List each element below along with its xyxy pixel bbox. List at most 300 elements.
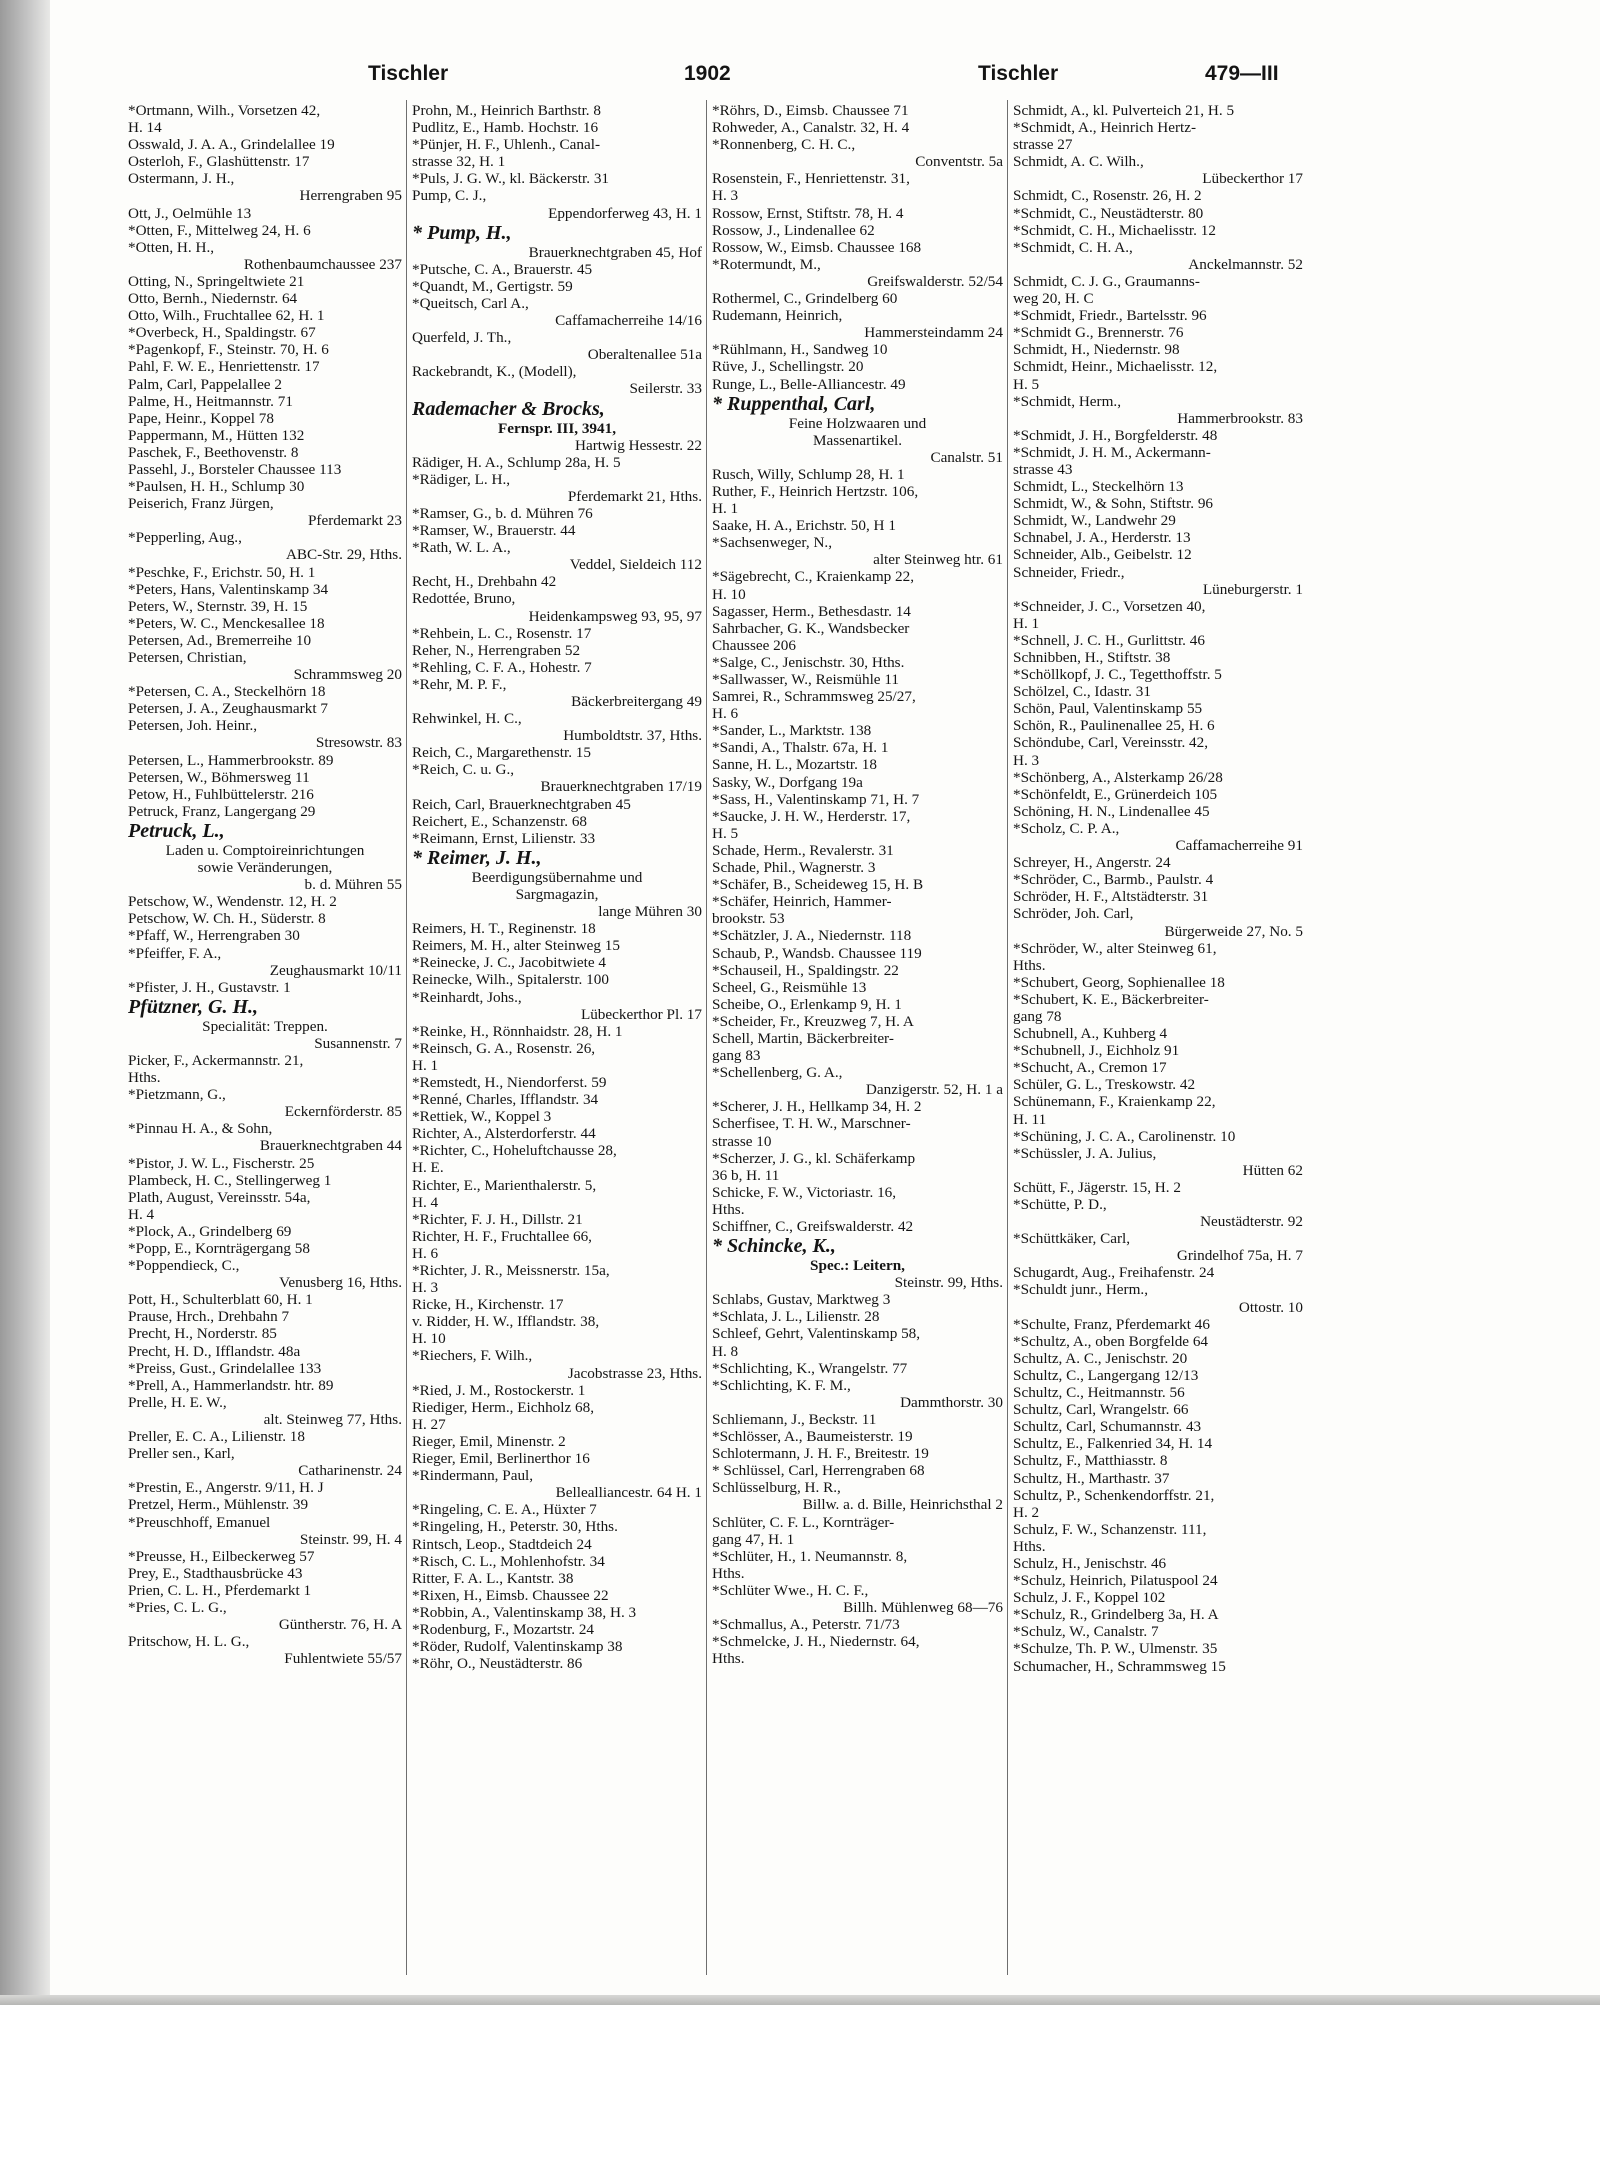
directory-line: Catharinenstr. 24 bbox=[298, 1462, 402, 1480]
directory-line: Reich, C., Margarethenstr. 15 bbox=[412, 744, 591, 762]
directory-line: Richter, E., Marienthalerstr. 5, bbox=[412, 1176, 597, 1194]
directory-column-4 bbox=[1013, 102, 1303, 1972]
directory-line: *Schlüter, H., 1. Neumannstr. 8, bbox=[712, 1547, 908, 1565]
directory-line: *Schlüter Wwe., H. C. F., bbox=[712, 1581, 869, 1599]
directory-line: H. 10 bbox=[412, 1330, 446, 1348]
directory-line: *Ried, J. M., Rostockerstr. 1 bbox=[412, 1381, 586, 1399]
directory-line: Rehwinkel, H. C., bbox=[412, 710, 522, 728]
directory-line: Danzigerstr. 52, H. 1 a bbox=[865, 1081, 1003, 1099]
directory-line: Fernspr. III, 3941, bbox=[498, 419, 616, 437]
directory-line: Petersen, Joh. Heinr., bbox=[128, 717, 258, 735]
directory-line: *Rehr, M. P. F., bbox=[412, 675, 507, 693]
directory-line: *Risch, C. L., Mohlenhofstr. 34 bbox=[412, 1552, 605, 1570]
directory-line: Rossow, W., Eimsb. Chaussee 168 bbox=[712, 238, 922, 256]
directory-line: *Schäfer, Heinrich, Hammer- bbox=[712, 893, 892, 911]
directory-line: *Schüssler, J. A. Julius, bbox=[1013, 1144, 1157, 1162]
directory-line: Reimers, M. H., alter Steinweg 15 bbox=[412, 937, 620, 955]
directory-line: Humboldtstr. 37, Hths. bbox=[563, 727, 702, 745]
directory-line: *Sallwasser, W., Reismühle 11 bbox=[712, 671, 899, 688]
directory-line: Schultz, H., Marthastr. 37 bbox=[1013, 1469, 1170, 1487]
directory-line: *Rath, W. L. A., bbox=[412, 539, 511, 557]
directory-line: Schultz, P., Schenkendorffstr. 21, bbox=[1013, 1486, 1215, 1504]
directory-line: H. 1 bbox=[1013, 614, 1040, 632]
directory-line: Greifswalderstr. 52/54 bbox=[867, 272, 1003, 290]
directory-line: * Schlüssel, Carl, Herrengraben 68 bbox=[712, 1462, 925, 1480]
directory-line: *Puls, J. G. W., kl. Bäckerstr. 31 bbox=[412, 170, 610, 188]
directory-line: Pahl, F. W. E., Henriettenstr. 17 bbox=[128, 358, 320, 376]
firm-heading: Rademacher & Brocks, bbox=[412, 397, 605, 420]
directory-line: Preller sen., Karl, bbox=[128, 1445, 235, 1463]
directory-line: Rüve, J., Schellingstr. 20 bbox=[712, 358, 864, 376]
directory-line: Schultz, F., Matthiasstr. 8 bbox=[1013, 1452, 1168, 1470]
directory-line: Riediger, Herm., Eichholz 68, bbox=[412, 1398, 595, 1416]
directory-line: Osterloh, F., Glashüttenstr. 17 bbox=[128, 153, 310, 171]
directory-line: *Rehbein, L. C., Rosenstr. 17 bbox=[412, 624, 592, 642]
directory-line: Laden u. Comptoireinrichtungen bbox=[165, 841, 365, 859]
directory-line: weg 20, H. C bbox=[1013, 290, 1094, 308]
directory-line: Schölzel, C., Idastr. 31 bbox=[1013, 683, 1151, 701]
scan-left-edge bbox=[0, 0, 50, 2005]
directory-line: Schaub, P., Wandsb. Chaussee 119 bbox=[712, 944, 922, 962]
directory-line: Schlüsselburg, H. R., bbox=[712, 1479, 841, 1497]
directory-line: Otting, N., Springeltwiete 21 bbox=[128, 272, 305, 290]
directory-line: Richter, H. F., Fruchtallee 66, bbox=[412, 1227, 592, 1245]
directory-line: Neustädterstr. 92 bbox=[1200, 1213, 1303, 1231]
directory-line: Hammersteindamm 24 bbox=[864, 324, 1003, 342]
directory-line: Precht, H. D., Ifflandstr. 48a bbox=[128, 1342, 301, 1360]
directory-line: *Schätzler, J. A., Niedernstr. 118 bbox=[712, 927, 912, 945]
directory-line: *Rixen, H., Eimsb. Chaussee 22 bbox=[412, 1586, 609, 1604]
directory-line: gang 78 bbox=[1013, 1007, 1062, 1025]
directory-line: Herrengraben 95 bbox=[299, 187, 402, 205]
directory-line: Sasky, W., Dorfgang 19a bbox=[712, 773, 863, 791]
directory-line: *Schulte, Franz, Pferdemarkt 46 bbox=[1013, 1315, 1210, 1333]
directory-line: Bellealliancestr. 64 H. 1 bbox=[555, 1484, 702, 1502]
directory-line: Pappermann, M., Hütten 132 bbox=[128, 426, 305, 444]
directory-line: *Schulz, R., Grindelberg 3a, H. A bbox=[1013, 1606, 1219, 1624]
directory-line: *Peters, Hans, Valentinskamp 34 bbox=[128, 580, 329, 598]
directory-line: Steinstr. 99, H. 4 bbox=[299, 1530, 402, 1548]
directory-line: *Rehling, C. F. A., Hohestr. 7 bbox=[412, 658, 592, 676]
directory-line: *Pfaff, W., Herrengraben 30 bbox=[128, 927, 300, 945]
directory-line: Precht, H., Norderstr. 85 bbox=[128, 1325, 277, 1343]
directory-line: *Ringeling, H., Peterstr. 30, Hths. bbox=[412, 1518, 618, 1536]
directory-line: Ruther, F., Heinrich Hertzstr. 106, bbox=[712, 482, 919, 500]
directory-line: Schade, Herm., Revalerstr. 31 bbox=[712, 841, 894, 859]
firm-heading: * Schincke, K., bbox=[712, 1235, 836, 1258]
directory-line: Rädiger, H. A., Schlump 28a, H. 5 bbox=[412, 453, 621, 471]
directory-line: Rossow, Ernst, Stiftstr. 78, H. 4 bbox=[712, 204, 904, 222]
directory-line: *Schönberg, A., Alsterkamp 26/28 bbox=[1013, 768, 1223, 786]
directory-line: Sargmagazin, bbox=[515, 885, 599, 903]
directory-line: gang 47, H. 1 bbox=[712, 1530, 795, 1548]
directory-line: *Rädiger, L. H., bbox=[412, 470, 511, 488]
directory-line: Schell, Martin, Bäckerbreiter- bbox=[712, 1029, 894, 1047]
directory-line: Petow, H., Fuhlbüttelerstr. 216 bbox=[128, 785, 314, 803]
directory-line: *Ringeling, C. E. A., Hüxter 7 bbox=[412, 1501, 597, 1519]
directory-line: *Schmidt, A., Heinrich Hertz- bbox=[1013, 119, 1197, 137]
directory-line: Brauerknechtgraben 17/19 bbox=[540, 778, 702, 796]
directory-line: Brauerknechtgraben 45, Hof bbox=[528, 243, 702, 261]
directory-line: *Quandt, M., Gertigstr. 59 bbox=[412, 277, 573, 295]
directory-line: *Schucht, A., Cremon 17 bbox=[1013, 1059, 1167, 1077]
directory-line: Scheel, G., Reismühle 13 bbox=[712, 978, 867, 996]
directory-line: *Pistor, J. W. L., Fischerstr. 25 bbox=[128, 1154, 315, 1172]
directory-line: Schugardt, Aug., Freihafenstr. 24 bbox=[1013, 1264, 1215, 1282]
directory-line: Schade, Phil., Wagnerstr. 3 bbox=[712, 859, 876, 877]
directory-line: strasse 43 bbox=[1013, 460, 1073, 478]
directory-line: sowie Veränderungen, bbox=[197, 859, 333, 877]
directory-line: Richter, A., Alsterdorferstr. 44 bbox=[412, 1125, 596, 1143]
directory-line: Petruck, Franz, Langergang 29 bbox=[128, 802, 316, 820]
directory-line: *Schäfer, B., Scheideweg 15, H. B bbox=[712, 876, 924, 894]
directory-line: *Scholz, C. P. A., bbox=[1013, 819, 1120, 837]
directory-line: Schünemann, F., Kraienkamp 22, bbox=[1013, 1093, 1216, 1111]
directory-line: *Schmidt G., Brennerstr. 76 bbox=[1013, 324, 1184, 342]
directory-line: Sagasser, Herm., Bethesdastr. 14 bbox=[712, 602, 911, 620]
directory-line: H. E. bbox=[412, 1159, 444, 1177]
directory-line: *Schulze, Th. P. W., Ulmenstr. 35 bbox=[1013, 1640, 1218, 1658]
directory-line: Picker, F., Ackermannstr. 21, bbox=[128, 1051, 304, 1069]
directory-line: *Putsche, C. A., Brauerstr. 45 bbox=[412, 260, 593, 278]
directory-line: Schultz, Carl, Schumannstr. 43 bbox=[1013, 1418, 1202, 1436]
directory-line: Lüneburgerstr. 1 bbox=[1202, 580, 1303, 598]
directory-line: Pudlitz, E., Hamb. Hochstr. 16 bbox=[412, 119, 599, 137]
directory-line: Schmidt, W., Landwehr 29 bbox=[1013, 512, 1176, 530]
directory-line: Schultz, C., Heitmannstr. 56 bbox=[1013, 1384, 1185, 1402]
directory-line: *Schmidt, C. H., Michaelisstr. 12 bbox=[1013, 221, 1216, 239]
directory-line: Susannenstr. 7 bbox=[314, 1034, 402, 1052]
directory-line: Schmidt, W., & Sohn, Stiftstr. 96 bbox=[1013, 495, 1214, 513]
directory-line: Osswald, J. A. A., Grindelallee 19 bbox=[128, 136, 335, 154]
directory-line: Fuhlentwiete 55/57 bbox=[284, 1650, 402, 1668]
directory-line: Scherfisee, T. H. W., Marschner- bbox=[712, 1115, 911, 1133]
directory-line: Petersen, J. A., Zeughausmarkt 7 bbox=[128, 700, 328, 718]
directory-line: *Schlichting, K. F. M., bbox=[712, 1376, 851, 1394]
directory-line: *Renné, Charles, Ifflandstr. 34 bbox=[412, 1091, 599, 1109]
directory-line: H. 4 bbox=[412, 1193, 439, 1211]
directory-line: Schmidt, C., Rosenstr. 26, H. 2 bbox=[1013, 187, 1202, 205]
firm-heading: * Ruppenthal, Carl, bbox=[712, 392, 876, 415]
directory-line: Schultz, C., Langergang 12/13 bbox=[1013, 1366, 1199, 1384]
directory-line: *Reinecke, J. C., Jacobitwiete 4 bbox=[412, 954, 607, 972]
directory-line: Schnabel, J. A., Herderstr. 13 bbox=[1013, 529, 1191, 547]
directory-line: Hths. bbox=[1013, 956, 1046, 974]
directory-line: H. 3 bbox=[712, 187, 739, 205]
directory-line: Schön, Paul, Valentinskamp 55 bbox=[1013, 700, 1203, 718]
directory-line: *Scherer, J. H., Hellkamp 34, H. 2 bbox=[712, 1098, 922, 1116]
directory-line: *Ortmann, Wilh., Vorsetzen 42, bbox=[128, 102, 321, 119]
directory-line: *Popp, E., Kornträgergang 58 bbox=[128, 1240, 310, 1257]
directory-line: H. 4 bbox=[128, 1205, 155, 1223]
directory-line: *Rettiek, W., Koppel 3 bbox=[412, 1108, 552, 1126]
directory-line: Caffamacherreihe 91 bbox=[1175, 837, 1303, 855]
directory-line: Schreyer, H., Angerstr. 24 bbox=[1013, 854, 1171, 872]
directory-column-1 bbox=[128, 102, 402, 1972]
scan-bottom-edge bbox=[0, 1995, 1600, 2005]
directory-line: Conventstr. 5a bbox=[915, 153, 1003, 171]
directory-line: Anckelmannstr. 52 bbox=[1188, 255, 1303, 273]
directory-line: *Schuldt junr., Herm., bbox=[1013, 1281, 1148, 1299]
directory-line: Ottostr. 10 bbox=[1238, 1298, 1303, 1316]
directory-line: Schneider, Friedr., bbox=[1013, 563, 1125, 581]
directory-line: *Schneider, J. C., Vorsetzen 40, bbox=[1013, 597, 1206, 615]
directory-line: Eckernförderstr. 85 bbox=[284, 1103, 402, 1121]
directory-line: Reinecke, Wilh., Spitalerstr. 100 bbox=[412, 971, 609, 989]
directory-line: alter Steinweg htr. 61 bbox=[873, 551, 1003, 569]
directory-line: *Schönfeldt, E., Grünerdeich 105 bbox=[1013, 785, 1218, 803]
directory-line: Petersen, Christian, bbox=[128, 649, 247, 666]
directory-line: *Schubert, K. E., Bäckerbreiter- bbox=[1013, 990, 1209, 1008]
directory-line: *Pünjer, H. F., Uhlenh., Canal- bbox=[412, 136, 600, 154]
directory-line: Pferdemarkt 21, Hths. bbox=[567, 487, 702, 505]
directory-line: Schöning, H. N., Lindenallee 45 bbox=[1013, 802, 1210, 820]
directory-line: H. 5 bbox=[712, 824, 739, 842]
page-footer-blank bbox=[0, 2005, 1600, 2177]
directory-line: H. 6 bbox=[412, 1244, 439, 1262]
directory-line: Schultz, Carl, Wrangelstr. 66 bbox=[1013, 1401, 1189, 1419]
directory-line: *Salge, C., Jenischstr. 30, Hths. bbox=[712, 653, 905, 671]
directory-line: *Preusse, H., Eilbeckerweg 57 bbox=[128, 1547, 315, 1565]
directory-line: Schlabs, Gustav, Marktweg 3 bbox=[712, 1291, 891, 1309]
directory-line: Hammerbrookstr. 83 bbox=[1177, 409, 1303, 427]
directory-line: *Paulsen, H. H., Schlump 30 bbox=[128, 478, 305, 496]
directory-line: *Schöllkopf, J. C., Tegetthoffstr. 5 bbox=[1013, 666, 1222, 684]
directory-line: *Saucke, J. H. W., Herderstr. 17, bbox=[712, 807, 911, 825]
directory-line: Rieger, Emil, Berlinerthor 16 bbox=[412, 1450, 590, 1468]
directory-line: H. 10 bbox=[712, 585, 746, 603]
directory-line: Schöndube, Carl, Vereinsstr. 42, bbox=[1013, 734, 1209, 752]
directory-line: *Schütte, P. D., bbox=[1013, 1196, 1107, 1213]
header-year: 1902 bbox=[684, 62, 731, 85]
directory-line: strasse 27 bbox=[1013, 136, 1073, 154]
directory-line: Schultz, A. C., Jenischstr. 20 bbox=[1013, 1349, 1188, 1367]
directory-line: Scheibe, O., Erlenkamp 9, H. 1 bbox=[712, 995, 902, 1013]
directory-line: *Schnell, J. C. H., Gurlittstr. 46 bbox=[1013, 631, 1205, 649]
directory-line: Runge, L., Belle-Alliancestr. 49 bbox=[712, 375, 906, 393]
directory-line: Rintsch, Leop., Stadtdeich 24 bbox=[412, 1535, 592, 1553]
directory-line: Prohn, M., Heinrich Barthstr. 8 bbox=[412, 102, 601, 119]
directory-line: *Sander, L., Marktstr. 138 bbox=[712, 722, 872, 740]
directory-line: H. 1 bbox=[412, 1056, 439, 1074]
directory-line: *Pfeiffer, F. A., bbox=[128, 944, 222, 962]
directory-line: Petschow, W. Ch. H., Süderstr. 8 bbox=[128, 910, 326, 928]
directory-line: Rusch, Willy, Schlump 28, H. 1 bbox=[712, 465, 905, 483]
directory-line: Paschek, F., Beethovenstr. 8 bbox=[128, 443, 299, 461]
directory-line: *Otten, H. H., bbox=[128, 238, 215, 256]
directory-line: Otto, Bernh., Niedernstr. 64 bbox=[128, 290, 298, 308]
directory-line: Schulz, F. W., Schanzenstr. 111, bbox=[1013, 1520, 1207, 1538]
directory-line: *Preuschhoff, Emanuel bbox=[128, 1513, 271, 1531]
directory-line: Hths. bbox=[712, 1564, 745, 1582]
header-right-title: Tischler bbox=[978, 62, 1059, 85]
directory-line: Hths. bbox=[712, 1200, 745, 1218]
directory-line: Pape, Heinr., Koppel 78 bbox=[128, 409, 274, 427]
directory-line: *Schlichting, K., Wrangelstr. 77 bbox=[712, 1359, 908, 1377]
directory-line: *Reinsch, G. A., Rosenstr. 26, bbox=[412, 1039, 596, 1057]
directory-line: *Sass, H., Valentinskamp 71, H. 7 bbox=[712, 790, 920, 808]
directory-line: H. 5 bbox=[1013, 375, 1040, 393]
directory-line: Reichert, E., Schanzenstr. 68 bbox=[412, 812, 588, 830]
directory-line: *Schlösser, A., Baumeisterstr. 19 bbox=[712, 1428, 913, 1446]
directory-line: Oberaltenallee 51a bbox=[587, 346, 702, 364]
directory-line: Plambeck, H. C., Stellingerweg 1 bbox=[128, 1171, 332, 1189]
directory-line: v. Ridder, H. W., Ifflandstr. 38, bbox=[412, 1313, 600, 1331]
directory-line: *Schauseil, H., Spaldingstr. 22 bbox=[712, 961, 899, 979]
directory-line: Schnibben, H., Stiftstr. 38 bbox=[1013, 649, 1171, 666]
directory-line: Reich, Carl, Brauerknechtgraben 45 bbox=[412, 795, 631, 813]
directory-line: *Overbeck, H., Spaldingstr. 67 bbox=[128, 324, 316, 342]
directory-line: Prien, C. L. H., Pferdemarkt 1 bbox=[128, 1581, 312, 1599]
directory-line: H. 6 bbox=[712, 705, 739, 723]
directory-line: Rossow, J., Lindenallee 62 bbox=[712, 221, 875, 239]
directory-line: Hths. bbox=[128, 1069, 161, 1087]
directory-line: Seilerstr. 33 bbox=[629, 380, 702, 398]
directory-line: *Pries, C. L. G., bbox=[128, 1598, 227, 1616]
directory-line: Schmidt, A. C. Wilh., bbox=[1013, 153, 1144, 171]
directory-line: Pritschow, H. L. G., bbox=[128, 1633, 250, 1651]
directory-line: *Pfister, J. H., Gustavstr. 1 bbox=[128, 978, 291, 996]
directory-line: Ritter, F. A. L., Kantstr. 38 bbox=[412, 1569, 574, 1587]
directory-line: Schmidt, Heinr., Michaelisstr. 12, bbox=[1013, 358, 1218, 376]
directory-line: lange Mühren 30 bbox=[598, 903, 702, 921]
directory-line: Passehl, J., Borsteler Chaussee 113 bbox=[128, 460, 342, 478]
directory-line: *Remstedt, H., Niendorferst. 59 bbox=[412, 1073, 607, 1091]
directory-line: Schrammsweg 20 bbox=[293, 666, 402, 684]
directory-line: *Reinke, H., Rönnhaidstr. 28, H. 1 bbox=[412, 1022, 623, 1040]
directory-line: *Schmallus, A., Peterstr. 71/73 bbox=[712, 1616, 900, 1634]
directory-line: H. 1 bbox=[712, 500, 739, 518]
directory-line: Rieger, Emil, Minenstr. 2 bbox=[412, 1432, 566, 1450]
directory-line: Billw. a. d. Bille, Heinrichsthal 2 bbox=[802, 1496, 1003, 1514]
directory-line: Bürgerweide 27, No. 5 bbox=[1164, 922, 1303, 940]
column-divider bbox=[706, 100, 707, 1975]
directory-line: *Rodenburg, F., Mozartstr. 24 bbox=[412, 1620, 595, 1638]
directory-line: Schön, R., Paulinenallee 25, H. 6 bbox=[1013, 717, 1215, 735]
directory-line: Ricke, H., Kirchenstr. 17 bbox=[412, 1296, 564, 1314]
directory-line: Palm, Carl, Pappelallee 2 bbox=[128, 375, 282, 393]
directory-line: Reher, N., Herrengraben 52 bbox=[412, 641, 581, 659]
directory-line: Grindelhof 75a, H. 7 bbox=[1176, 1247, 1303, 1265]
directory-line: H. 14 bbox=[128, 119, 162, 137]
directory-line: *Rotermundt, M., bbox=[712, 255, 821, 273]
directory-line: *Röhrs, D., Eimsb. Chaussee 71 bbox=[712, 102, 909, 119]
directory-line: Prause, Hrch., Drehbahn 7 bbox=[128, 1308, 290, 1326]
directory-line: Schmidt, L., Steckelhörn 13 bbox=[1013, 478, 1184, 496]
directory-line: Eppendorferweg 43, H. 1 bbox=[548, 204, 702, 222]
directory-line: *Reinhardt, Johs., bbox=[412, 988, 522, 1006]
column-divider bbox=[406, 100, 407, 1975]
header-left-title: Tischler bbox=[368, 62, 449, 85]
directory-line: *Pagenkopf, F., Steinstr. 70, H. 6 bbox=[128, 341, 329, 359]
directory-line: Pretzel, Herm., Mühlenstr. 39 bbox=[128, 1496, 309, 1514]
directory-line: Schröder, Joh. Carl, bbox=[1013, 905, 1134, 923]
directory-line: *Ronnenberg, C. H. C., bbox=[712, 136, 856, 154]
directory-line: Schmidt, A., kl. Pulverteich 21, H. 5 bbox=[1013, 102, 1235, 119]
directory-line: *Pepperling, Aug., bbox=[128, 529, 242, 547]
directory-line: Prelle, H. E. W., bbox=[128, 1393, 227, 1411]
directory-line: H. 3 bbox=[1013, 751, 1040, 769]
directory-line: brookstr. 53 bbox=[712, 910, 785, 928]
directory-line: Rothenbaumchaussee 237 bbox=[243, 255, 402, 273]
directory-line: Ott, J., Oelmühle 13 bbox=[128, 204, 252, 222]
directory-line: Specialität: Treppen. bbox=[202, 1017, 328, 1035]
directory-line: Prey, E., Stadthausbrücke 43 bbox=[128, 1564, 303, 1582]
directory-line: *Pietzmann, G., bbox=[128, 1086, 226, 1104]
directory-line: Reimers, H. T., Reginenstr. 18 bbox=[412, 920, 596, 938]
directory-line: Dammthorstr. 30 bbox=[900, 1393, 1003, 1411]
directory-line: Petschow, W., Wendenstr. 12, H. 2 bbox=[128, 893, 337, 911]
directory-line: *Peters, W. C., Menckesallee 18 bbox=[128, 614, 325, 632]
directory-line: Sanne, H. L., Mozartstr. 18 bbox=[712, 756, 877, 774]
directory-line: Pump, C. J., bbox=[412, 187, 487, 205]
directory-line: Redottée, Bruno, bbox=[412, 590, 516, 608]
directory-line: Schlotermann, J. H. F., Breitestr. 19 bbox=[712, 1445, 929, 1463]
directory-line: Spec.: Leitern, bbox=[810, 1257, 905, 1275]
directory-line: *Poppendieck, C., bbox=[128, 1257, 240, 1275]
directory-line: ABC-Str. 29, Hths. bbox=[285, 546, 402, 564]
directory-line: *Schlata, J. L., Lilienstr. 28 bbox=[712, 1308, 880, 1326]
directory-line: *Ramser, G., b. d. Mühren 76 bbox=[412, 504, 593, 522]
directory-line: Saake, H. A., Erichstr. 50, H 1 bbox=[712, 517, 896, 535]
directory-line: Schüler, G. L., Treskowstr. 42 bbox=[1013, 1076, 1196, 1094]
directory-line: b. d. Mühren 55 bbox=[304, 876, 402, 894]
directory-line: Bäckerbreitergang 49 bbox=[571, 693, 702, 710]
directory-line: *Schüttkäker, Carl, bbox=[1013, 1230, 1131, 1248]
directory-line: Peters, W., Sternstr. 39, H. 15 bbox=[128, 597, 308, 615]
directory-line: Feine Holzwaaren und bbox=[788, 414, 927, 432]
directory-line: Schliemann, J., Beckstr. 11 bbox=[712, 1410, 877, 1428]
directory-line: Schubnell, A., Kuhberg 4 bbox=[1013, 1025, 1168, 1043]
directory-line: Rackebrandt, K., (Modell), bbox=[412, 363, 577, 381]
directory-line: strasse 32, H. 1 bbox=[412, 153, 506, 171]
page-header bbox=[60, 62, 1300, 94]
directory-line: *Schulz, W., Canalstr. 7 bbox=[1013, 1623, 1159, 1641]
directory-line: *Röder, Rudolf, Valentinskamp 38 bbox=[412, 1638, 623, 1656]
directory-line: *Schmidt, C., Neustädterstr. 80 bbox=[1013, 204, 1204, 222]
directory-line: *Richter, C., Hoheluftchausse 28, bbox=[412, 1142, 617, 1160]
directory-line: *Richter, J. R., Meissnerstr. 15a, bbox=[412, 1262, 610, 1279]
directory-line: *Schmidt, Herm., bbox=[1013, 392, 1121, 410]
directory-line: Rosenstein, F., Henriettenstr. 31, bbox=[712, 170, 910, 188]
directory-line: *Sandi, A., Thalstr. 67a, H. 1 bbox=[712, 739, 889, 757]
firm-heading: Petruck, L., bbox=[128, 819, 225, 842]
directory-line: Chaussee 206 bbox=[712, 636, 796, 654]
directory-line: *Scherzer, J. G., kl. Schäferkamp bbox=[712, 1149, 916, 1167]
directory-line: *Schmidt, J. H. M., Ackermann- bbox=[1013, 443, 1211, 461]
directory-line: Schröder, H. F., Altstädterstr. 31 bbox=[1013, 888, 1209, 906]
directory-line: Querfeld, J. Th., bbox=[412, 329, 512, 347]
directory-line: Schultz, E., Falkenried 34, H. 14 bbox=[1013, 1435, 1213, 1453]
directory-line: Peiserich, Franz Jürgen, bbox=[128, 495, 274, 513]
directory-line: H. 8 bbox=[712, 1342, 739, 1360]
directory-line: Rudemann, Heinrich, bbox=[712, 307, 843, 325]
firm-heading: * Reimer, J. H., bbox=[412, 846, 542, 869]
directory-line: *Peschke, F., Erichstr. 50, H. 1 bbox=[128, 563, 316, 581]
directory-line: Rothermel, C., Grindelberg 60 bbox=[712, 290, 898, 308]
directory-line: Pott, H., Schulterblatt 60, H. 1 bbox=[128, 1291, 313, 1309]
directory-line: Schulz, J. F., Koppel 102 bbox=[1013, 1589, 1166, 1607]
directory-line: Caffamacherreihe 14/16 bbox=[555, 312, 702, 330]
directory-line: *Plock, A., Grindelberg 69 bbox=[128, 1222, 292, 1240]
directory-line: *Sägebrecht, C., Kraienkamp 22, bbox=[712, 568, 915, 586]
directory-line: *Reich, C. u. G., bbox=[412, 761, 515, 779]
directory-line: Rohweder, A., Canalstr. 32, H. 4 bbox=[712, 119, 910, 137]
directory-line: Brauerknechtgraben 44 bbox=[259, 1137, 402, 1155]
directory-line: H. 2 bbox=[1013, 1503, 1040, 1521]
directory-line: 36 b, H. 11 bbox=[712, 1166, 780, 1184]
directory-line: *Schmelcke, J. H., Niedernstr. 64, bbox=[712, 1633, 920, 1651]
